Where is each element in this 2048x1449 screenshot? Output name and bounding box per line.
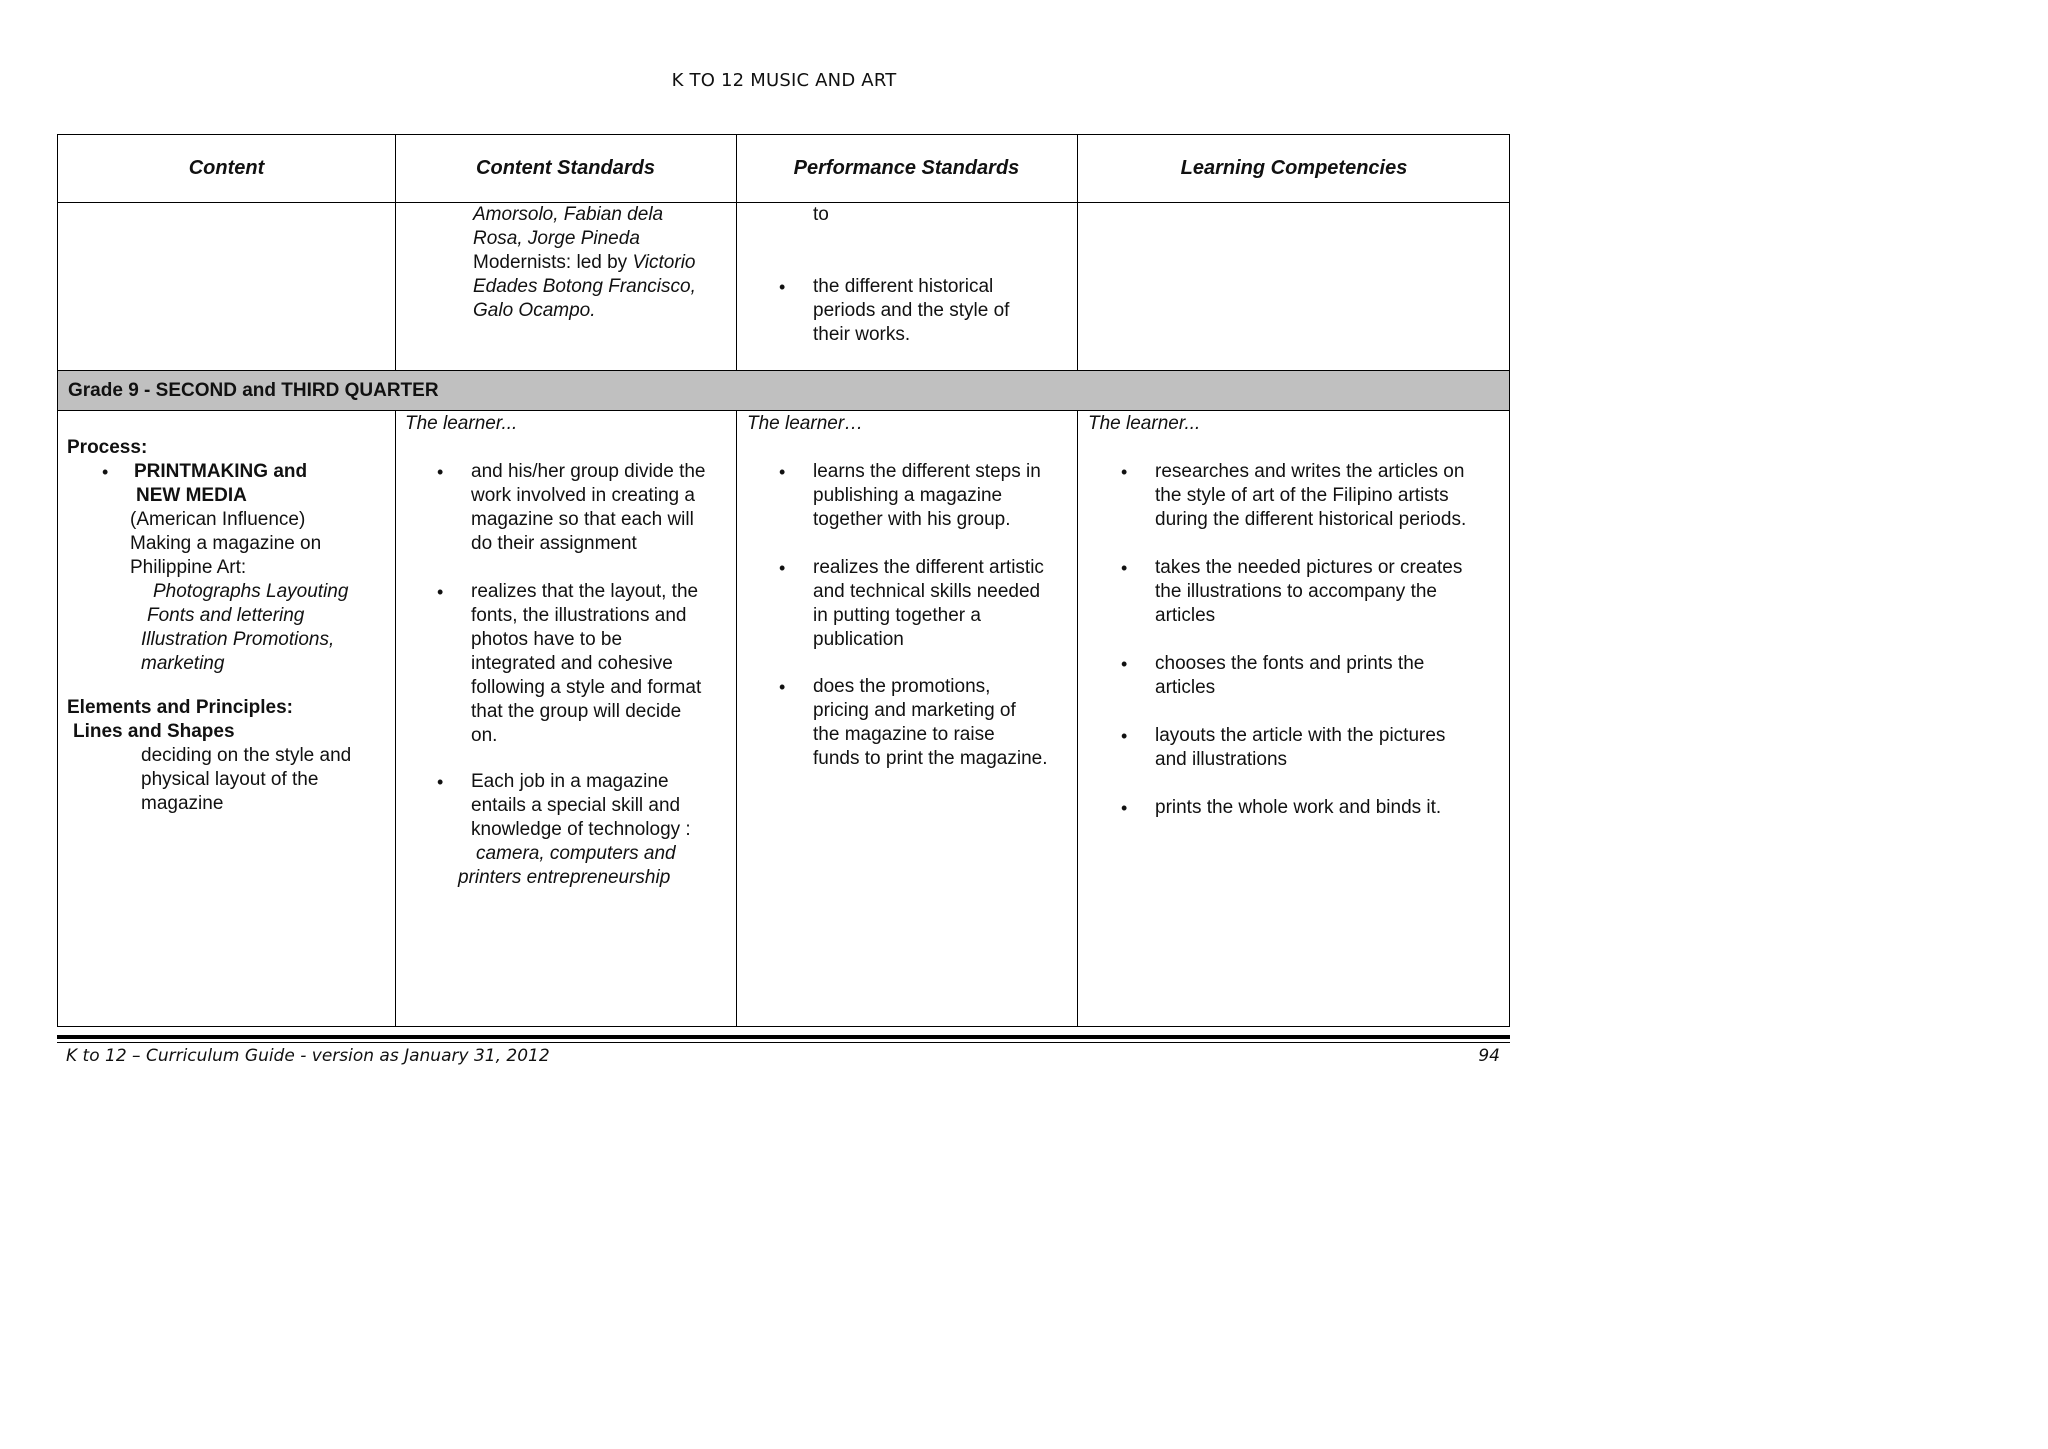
performance-standards-item [813, 675, 1047, 771]
page-number: 94 [1478, 1046, 1500, 1066]
text-line: printers entrepreneurship [458, 867, 671, 888]
performance-standards-intro: The learner… [747, 413, 864, 434]
column-divider [736, 135, 737, 1026]
text-line: Making a magazine on [130, 533, 322, 554]
bullet-icon: • [779, 462, 786, 482]
text-line: magazine so that each will [471, 509, 694, 530]
bullet-icon: • [1121, 462, 1128, 482]
bullet-icon: • [1121, 798, 1128, 818]
text-line [473, 251, 696, 275]
lines-shapes-label: Lines and Shapes [73, 721, 235, 742]
text-line: the magazine to raise [813, 724, 995, 745]
text-line: knowledge of technology : [471, 819, 691, 840]
text-line: Rosa, Jorge Pineda [473, 228, 640, 249]
content-plain-text [130, 508, 321, 580]
learning-competencies-item [1155, 652, 1424, 700]
column-header-learning-competencies: Learning Competencies [1180, 157, 1408, 179]
text-line: pricing and marketing of [813, 700, 1016, 721]
text-line: following a style and format [471, 677, 702, 698]
footer-version-text: K to 12 – Curriculum Guide - version as January 31, 2012 [66, 1046, 550, 1066]
text-line: magazine [141, 793, 224, 814]
text-line: together with his group. [813, 509, 1011, 530]
text-line: Philippine Art: [130, 557, 247, 578]
printmaking-title [134, 460, 307, 508]
text-line: Illustration Promotions, [141, 629, 335, 650]
text-line: integrated and cohesive [471, 653, 673, 674]
text-line: periods and the style of [813, 300, 1010, 321]
performance-standards-item [813, 556, 1044, 652]
content-italic-list [141, 580, 348, 676]
continued-content-standards [473, 203, 696, 323]
text-line: fonts, the illustrations and [471, 605, 687, 626]
text-span: Victorio [632, 252, 696, 273]
content-standards-item [471, 770, 691, 842]
text-span: Modernists: led by [473, 252, 633, 273]
text-line: publishing a magazine [813, 485, 1003, 506]
content-standards-item [471, 460, 706, 556]
text-line: Amorsolo, Fabian dela [473, 204, 664, 225]
text-line: funds to print the magazine. [813, 748, 1048, 769]
text-line: and illustrations [1155, 749, 1288, 770]
content-standards-intro: The learner... [405, 413, 518, 434]
lines-shapes-text [141, 744, 351, 816]
learning-competencies-item [1155, 556, 1462, 628]
text-line: the illustrations to accompany the [1155, 581, 1437, 602]
text-line: during the different historical periods. [1155, 509, 1467, 530]
elements-label: Elements and Principles: [67, 697, 293, 718]
column-header-content: Content [188, 157, 265, 179]
page-header-title: K TO 12 MUSIC AND ART [671, 70, 897, 91]
text-line: their works. [813, 324, 911, 345]
text-line: chooses the fonts and prints the [1155, 653, 1425, 674]
bullet-icon: • [437, 772, 444, 792]
text-line: and technical skills needed [813, 581, 1041, 602]
text-line: learns the different steps in [813, 461, 1041, 482]
text-line: in putting together a [813, 605, 981, 626]
text-line: articles [1155, 677, 1216, 698]
continued-performance-fragment: to [813, 204, 829, 225]
text-line: Photographs Layouting [153, 581, 349, 602]
text-line: realizes that the layout, the [471, 581, 699, 602]
grade-band-label: Grade 9 - SECOND and THIRD QUARTER [68, 380, 439, 401]
bullet-icon: • [1121, 654, 1128, 674]
learning-competencies-item [1155, 724, 1445, 772]
text-line: layouts the article with the pictures [1155, 725, 1446, 746]
text-line: on. [471, 725, 498, 746]
grade-band-row [58, 370, 1509, 411]
text-line: (American Influence) [130, 509, 306, 530]
text-line: deciding on the style and [141, 745, 352, 766]
column-header-performance-standards: Performance Standards [793, 157, 1020, 179]
content-standards-tail [458, 842, 676, 890]
content-standards-item [471, 580, 701, 748]
column-divider [395, 135, 396, 1026]
learning-competencies-item [1155, 460, 1466, 532]
performance-standards-item [813, 460, 1041, 532]
learning-competencies-intro: The learner... [1088, 413, 1201, 434]
text-line: that the group will decide [471, 701, 682, 722]
text-line: realizes the different artistic [813, 557, 1044, 578]
column-divider [1077, 135, 1078, 1026]
column-header-content-standards: Content Standards [476, 157, 655, 179]
text-line: PRINTMAKING and [134, 461, 308, 482]
footer-rule [57, 1042, 1510, 1043]
text-line: physical layout of the [141, 769, 319, 790]
bullet-icon: • [779, 558, 786, 578]
continued-performance-bullet [813, 275, 1009, 347]
text-line: entails a special skill and [471, 795, 681, 816]
footer-rule [57, 1035, 1510, 1039]
learning-competencies-item [1155, 796, 1441, 820]
bullet-icon: • [437, 462, 444, 482]
bullet-icon: • [1121, 558, 1128, 578]
text-line: the different historical [813, 276, 994, 297]
text-line: and his/her group divide the [471, 461, 706, 482]
text-line: Fonts and lettering [147, 605, 305, 626]
header-row-divider [58, 202, 1509, 203]
text-line: work involved in creating a [471, 485, 695, 506]
text-line: researches and writes the articles on [1155, 461, 1465, 482]
text-line: camera, computers and [476, 843, 676, 864]
bullet-icon: • [779, 277, 786, 297]
text-line: Each job in a magazine [471, 771, 669, 792]
bullet-icon: • [779, 677, 786, 697]
text-line: Edades Botong Francisco, [473, 276, 696, 297]
text-line: do their assignment [471, 533, 637, 554]
text-line: the style of art of the Filipino artists [1155, 485, 1449, 506]
text-line: NEW MEDIA [136, 485, 247, 506]
bullet-icon: • [102, 462, 109, 482]
text-line: prints the whole work and binds it. [1155, 797, 1442, 818]
text-line: articles [1155, 605, 1216, 626]
text-line: marketing [141, 653, 225, 674]
text-line: does the promotions, [813, 676, 991, 697]
process-label: Process: [67, 437, 148, 458]
text-line: photos have to be [471, 629, 623, 650]
text-line: takes the needed pictures or creates [1155, 557, 1463, 578]
text-line: Galo Ocampo. [473, 300, 596, 321]
bullet-icon: • [437, 582, 444, 602]
bullet-icon: • [1121, 726, 1128, 746]
text-line: publication [813, 629, 904, 650]
